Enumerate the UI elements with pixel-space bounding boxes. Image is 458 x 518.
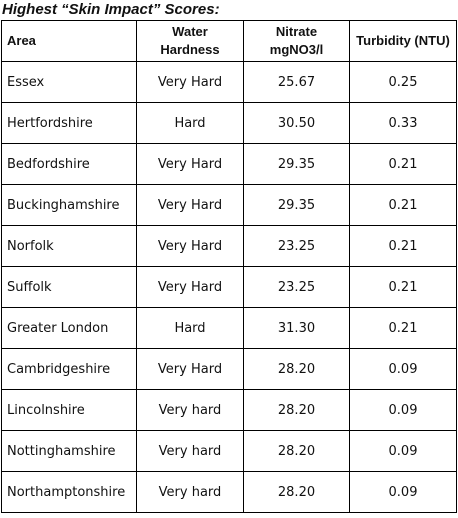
table-row [2, 185, 457, 226]
cell-water-hardness-text: Very hard [158, 443, 222, 459]
header-nitrate [244, 21, 350, 62]
table-row [2, 390, 457, 431]
cell-water-hardness-text: Very Hard [157, 156, 223, 172]
cell-turbidity [350, 103, 457, 144]
cell-water-hardness-text: Very Hard [157, 279, 223, 295]
cell-water-hardness-text: Very Hard [157, 197, 223, 213]
cell-turbidity [350, 308, 457, 349]
header-water-hardness-line2: Hardness [160, 42, 220, 57]
cell-area-text: Nottinghamshire [7, 443, 116, 459]
cell-water-hardness [137, 144, 244, 185]
cell-turbidity [350, 144, 457, 185]
cell-area-text: Greater London [7, 320, 109, 336]
cell-area-text: Essex [7, 74, 45, 90]
cell-nitrate-text: 29.35 [277, 197, 316, 213]
table-row [2, 103, 457, 144]
cell-area [2, 144, 137, 185]
page-title: Highest “Skin Impact” Scores: [2, 1, 220, 18]
cell-area-text: Northamptonshire [7, 484, 126, 500]
cell-area [2, 390, 137, 431]
table-row [2, 431, 457, 472]
cell-nitrate [244, 62, 350, 103]
cell-nitrate-text: 23.25 [277, 279, 316, 295]
header-water-hardness-line1: Water [172, 24, 208, 39]
cell-turbidity [350, 431, 457, 472]
cell-nitrate [244, 185, 350, 226]
cell-water-hardness-text: Very hard [158, 402, 222, 418]
cell-area [2, 103, 137, 144]
cell-nitrate-text: 28.20 [277, 361, 316, 377]
header-turbidity [350, 21, 457, 62]
cell-nitrate [244, 308, 350, 349]
cell-nitrate [244, 103, 350, 144]
cell-area [2, 185, 137, 226]
cell-area-text: Lincolnshire [7, 402, 85, 418]
cell-turbidity-text: 0.21 [388, 156, 418, 172]
header-nitrate-line2: mgNO3/l [269, 42, 324, 57]
header-area [2, 21, 137, 62]
cell-area [2, 62, 137, 103]
header-area-label: Area [7, 33, 36, 48]
cell-nitrate-text: 23.25 [277, 238, 316, 254]
cell-area-text: Cambridgeshire [7, 361, 111, 377]
cell-nitrate-text: 28.20 [277, 402, 316, 418]
table-row [2, 144, 457, 185]
cell-turbidity-text: 0.21 [388, 320, 418, 336]
cell-nitrate [244, 431, 350, 472]
cell-area [2, 226, 137, 267]
cell-water-hardness [137, 390, 244, 431]
cell-nitrate [244, 144, 350, 185]
cell-nitrate-text: 31.30 [277, 320, 316, 336]
cell-area-text: Suffolk [7, 279, 52, 295]
cell-turbidity [350, 349, 457, 390]
cell-nitrate-text: 29.35 [277, 156, 316, 172]
cell-turbidity [350, 62, 457, 103]
cell-nitrate-text: 30.50 [277, 115, 316, 131]
cell-water-hardness [137, 62, 244, 103]
cell-water-hardness [137, 103, 244, 144]
cell-area-text: Buckinghamshire [7, 197, 120, 213]
cell-turbidity-text: 0.09 [388, 402, 418, 418]
cell-water-hardness [137, 185, 244, 226]
cell-water-hardness-text: Hard [174, 115, 206, 131]
cell-nitrate [244, 472, 350, 513]
cell-nitrate [244, 390, 350, 431]
table-row [2, 349, 457, 390]
cell-area [2, 349, 137, 390]
cell-water-hardness [137, 267, 244, 308]
cell-water-hardness-text: Very Hard [157, 361, 223, 377]
cell-turbidity [350, 185, 457, 226]
cell-turbidity-text: 0.33 [388, 115, 418, 131]
header-water-hardness [137, 21, 244, 62]
cell-water-hardness-text: Very Hard [157, 74, 223, 90]
skin-impact-table [1, 20, 457, 513]
cell-area [2, 431, 137, 472]
cell-turbidity-text: 0.09 [388, 443, 418, 459]
cell-nitrate [244, 267, 350, 308]
header-nitrate-line1: Nitrate [275, 24, 318, 39]
table-row [2, 308, 457, 349]
table-row [2, 267, 457, 308]
table-row [2, 226, 457, 267]
cell-turbidity [350, 267, 457, 308]
cell-turbidity-text: 0.25 [388, 74, 418, 90]
cell-turbidity-text: 0.21 [388, 197, 418, 213]
header-turbidity-label: Turbidity (NTU) [356, 33, 450, 48]
table-row [2, 472, 457, 513]
cell-water-hardness-text: Very hard [158, 484, 222, 500]
cell-area-text: Hertfordshire [7, 115, 93, 131]
cell-nitrate [244, 349, 350, 390]
cell-water-hardness [137, 349, 244, 390]
cell-area-text: Norfolk [7, 238, 54, 254]
cell-water-hardness [137, 431, 244, 472]
cell-water-hardness [137, 472, 244, 513]
cell-water-hardness-text: Very Hard [157, 238, 223, 254]
cell-turbidity [350, 472, 457, 513]
cell-nitrate [244, 226, 350, 267]
cell-turbidity [350, 226, 457, 267]
cell-nitrate-text: 28.20 [277, 484, 316, 500]
table-row [2, 62, 457, 103]
cell-water-hardness [137, 308, 244, 349]
cell-nitrate-text: 25.67 [277, 74, 316, 90]
cell-area [2, 472, 137, 513]
cell-water-hardness-text: Hard [174, 320, 206, 336]
cell-turbidity-text: 0.09 [388, 361, 418, 377]
cell-turbidity-text: 0.09 [388, 484, 418, 500]
cell-turbidity-text: 0.21 [388, 238, 418, 254]
table-header-row [2, 21, 457, 62]
cell-turbidity-text: 0.21 [388, 279, 418, 295]
cell-area [2, 267, 137, 308]
table-body [2, 62, 457, 513]
cell-nitrate-text: 28.20 [277, 443, 316, 459]
cell-water-hardness [137, 226, 244, 267]
cell-area [2, 308, 137, 349]
cell-turbidity [350, 390, 457, 431]
cell-area-text: Bedfordshire [7, 156, 90, 172]
